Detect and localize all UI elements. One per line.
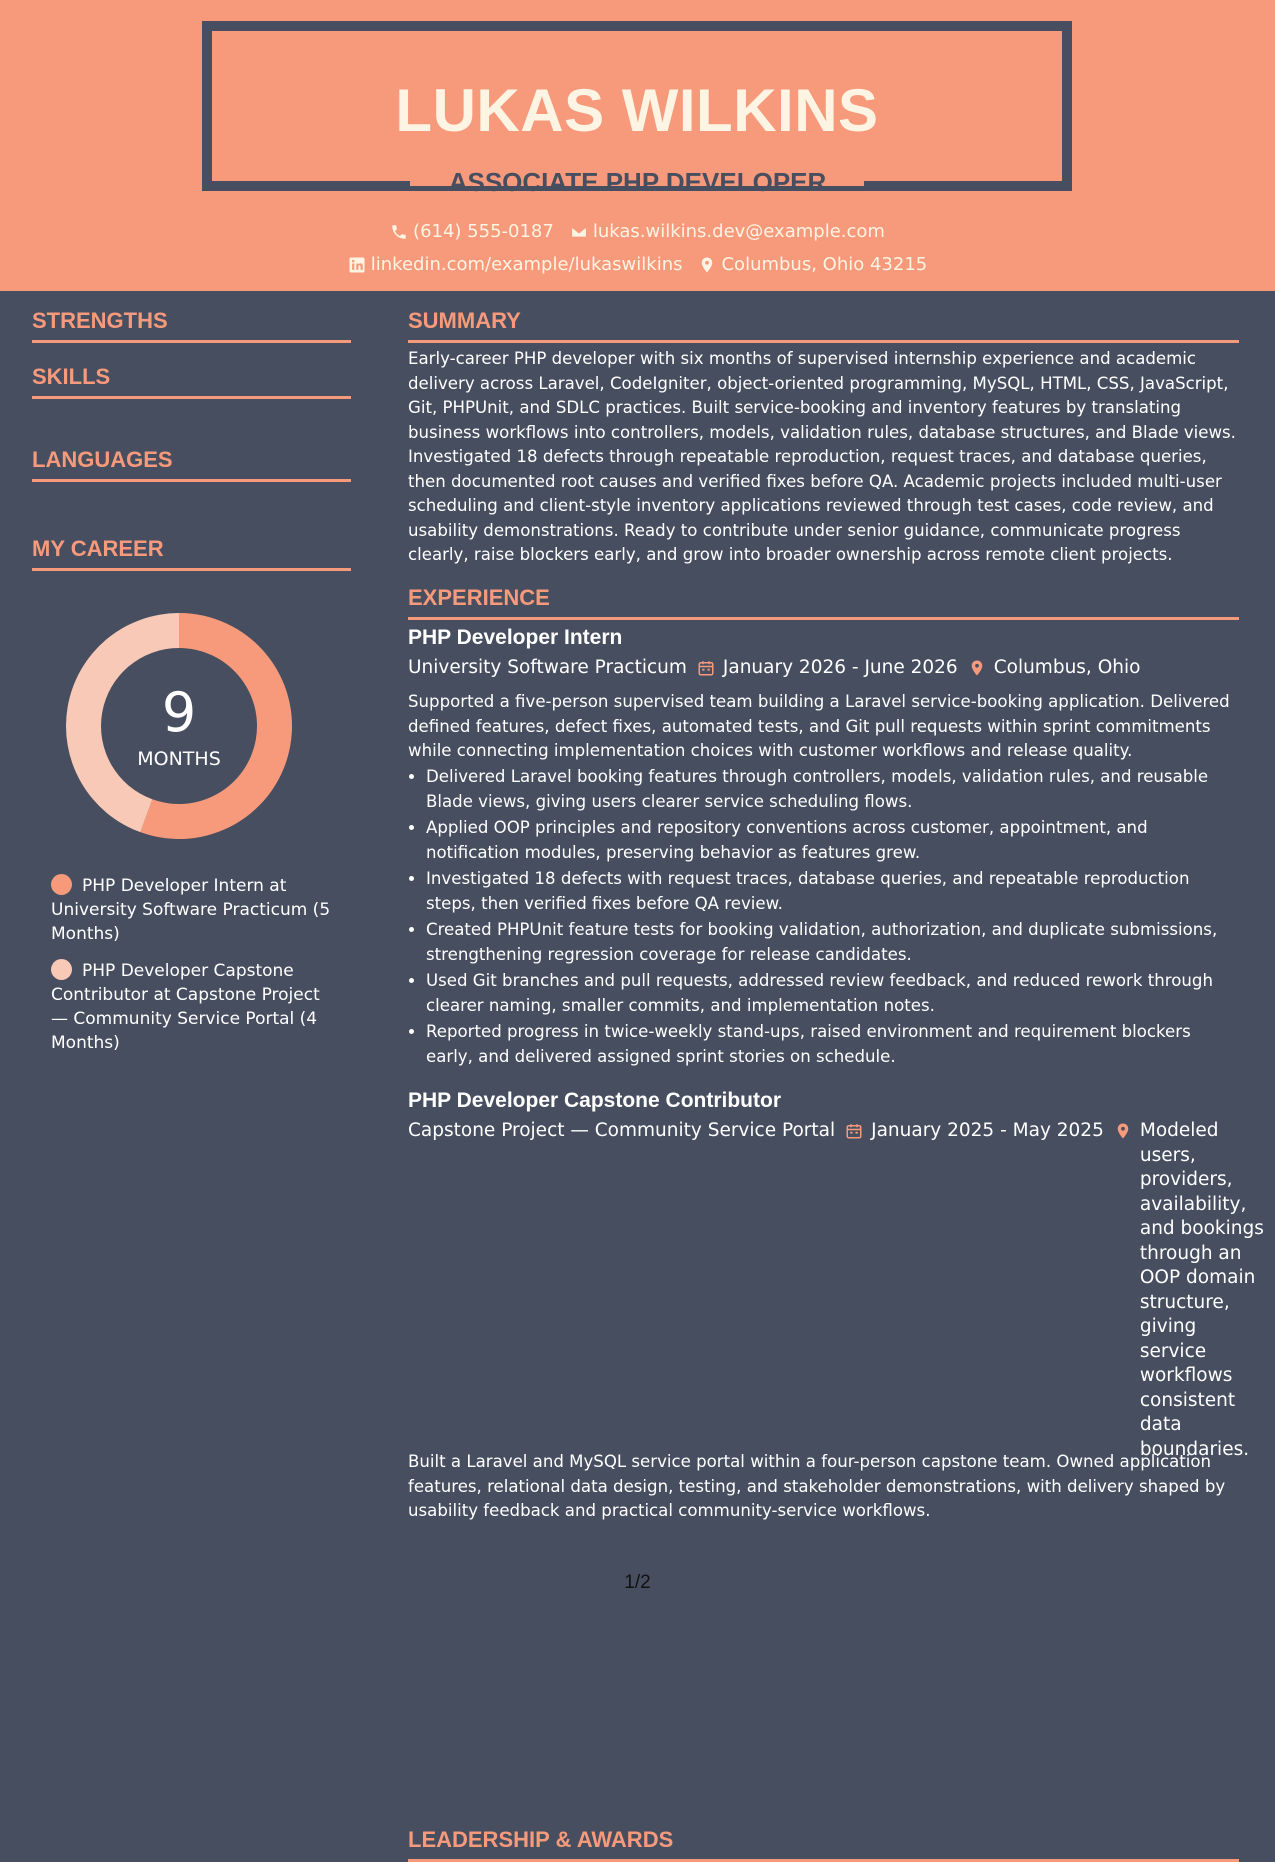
job-2-meta xyxy=(408,1119,1264,1462)
legend-dot-icon xyxy=(51,959,72,980)
job-1-location: Columbus, Ohio xyxy=(993,657,1141,678)
job-title: ASSOCIATE PHP DEVELOPER xyxy=(448,167,827,197)
legend-label: PHP Developer Capstone Contributor at Capstone Project — Community Service Portal (4 Months) xyxy=(51,961,320,1053)
candidate-name: LUKAS WILKINS xyxy=(395,77,879,144)
job-2-dates: January 2025 - May 2025 xyxy=(871,1120,1104,1141)
map-pin-icon xyxy=(968,659,986,677)
summary-heading: SUMMARY xyxy=(408,310,1239,343)
job-2-location-group xyxy=(1114,1119,1268,1462)
job-1-bullets xyxy=(426,765,1239,1071)
sidebar xyxy=(0,291,383,1650)
contact-email[interactable] xyxy=(570,221,885,242)
list-item: • Investigated 18 defects with request traces, database queries, and repeatable reproduction steps, then verified fixes before QA review. xyxy=(426,867,1239,916)
job-2-location: Modeled users, providers, availability, and bookings through an OOP domain structure, giving service workflows consistent data boundaries. xyxy=(1139,1120,1264,1460)
linkedin-icon xyxy=(348,256,366,274)
job-1-role: PHP Developer Intern xyxy=(408,626,623,649)
summary-text: Early-career PHP developer with six months of supervised internship experience and academic delivery across Laravel, CodeIgniter, object-oriented programming, MySQL, HTML, CSS, JavaScript, Git, PHPUnit, and SDLC practices. Built service-booking and inventory features by translating business workflows into controllers, models, validation rules, database structures, and Blade views. Investigated 18 defects through repeatable reproduction, request traces, and database queries, then documented root causes and verified fixes before QA. Academic projects included multi-user scheduling and client-style inventory applications reviewed through test cases, code review, and usability demonstrations. Ready to contribute under senior guidance, communicate progress clearly, raise blockers early, and grow into broader ownership across remote client projects. xyxy=(408,349,1236,564)
linkedin-text: linkedin.com/example/lukaswilkins xyxy=(370,254,683,275)
calendar-icon xyxy=(697,659,715,677)
phone-icon xyxy=(390,223,408,241)
map-pin-icon xyxy=(1114,1122,1132,1140)
job-1-dates: January 2026 - June 2026 xyxy=(722,657,958,678)
career-heading: MY CAREER xyxy=(32,538,351,571)
job-1-description: Supported a five-person supervised team building a Laravel service-booking application. Delivered defined features, defect fixes, automated tests, and Git pull requests within sprint commitments while connecting implementation choices with customer workflows and release quality. xyxy=(408,692,1230,760)
list-item: • Applied OOP principles and repository conventions across customer, appointment, and notification modules, preserving behavior as features grew. xyxy=(426,816,1239,865)
job-1-dates-group xyxy=(697,656,958,681)
languages-heading: LANGUAGES xyxy=(32,449,351,482)
career-donut-chart xyxy=(66,613,292,839)
envelope-icon xyxy=(570,223,588,241)
location-text: Columbus, Ohio 43215 xyxy=(721,254,928,275)
contact-row-secondary xyxy=(0,254,1275,275)
resume-header xyxy=(0,0,1275,291)
list-item: • Delivered Laravel booking features through controllers, models, validation rules, and reusable Blade views, giving users clearer service scheduling flows. xyxy=(426,765,1239,814)
calendar-icon xyxy=(845,1122,863,1140)
contact-linkedin[interactable] xyxy=(348,254,683,275)
contact-row-primary xyxy=(0,221,1275,242)
legend-dot-icon xyxy=(51,874,72,895)
job-2-dates-group xyxy=(845,1119,1104,1144)
job-1-meta xyxy=(408,656,1239,681)
skills-heading: SKILLS xyxy=(32,366,351,399)
list-item: • Used Git branches and pull requests, addressed review feedback, and reduced rework through clearer naming, smaller commits, and implementation notes. xyxy=(426,969,1239,1018)
experience-heading: EXPERIENCE xyxy=(408,587,1239,620)
page-number: 1/2 xyxy=(624,1572,651,1593)
legend-label: PHP Developer Intern at University Software Practicum (5 Months) xyxy=(51,876,331,944)
contact-location xyxy=(698,254,927,275)
leadership-heading: LEADERSHIP & AWARDS xyxy=(408,1829,1239,1862)
list-item: • Created PHPUnit feature tests for booking validation, authorization, and duplicate submissions, strengthening regression coverage for release candidates. xyxy=(426,918,1239,967)
job-2-description: Built a Laravel and MySQL service portal within a four-person capstone team. Owned application features, relational data design, testing, and stakeholder demonstrations, with delivery shaped by usability feedback and practical community-service workflows. xyxy=(408,1452,1226,1520)
strengths-heading: STRENGTHS xyxy=(32,310,351,343)
career-total-value: 9 xyxy=(161,681,197,744)
job-2-role: PHP Developer Capstone Contributor xyxy=(408,1089,781,1112)
map-pin-icon xyxy=(698,256,716,274)
email-text: lukas.wilkins.dev@example.com xyxy=(592,221,885,242)
job-1-company: University Software Practicum xyxy=(408,657,687,678)
career-legend-item-1 xyxy=(51,874,341,946)
job-1-location-group xyxy=(968,656,1141,681)
job-2-company: Capstone Project — Community Service Portal xyxy=(408,1120,836,1141)
career-legend-item-2 xyxy=(51,959,341,1055)
contact-phone[interactable] xyxy=(390,221,554,242)
career-total-unit: MONTHS xyxy=(137,748,221,770)
list-item: • Reported progress in twice-weekly stand-ups, raised environment and requirement blockers early, and delivered assigned sprint stories on schedule. xyxy=(426,1020,1239,1069)
phone-text: (614) 555-0187 xyxy=(413,221,554,242)
